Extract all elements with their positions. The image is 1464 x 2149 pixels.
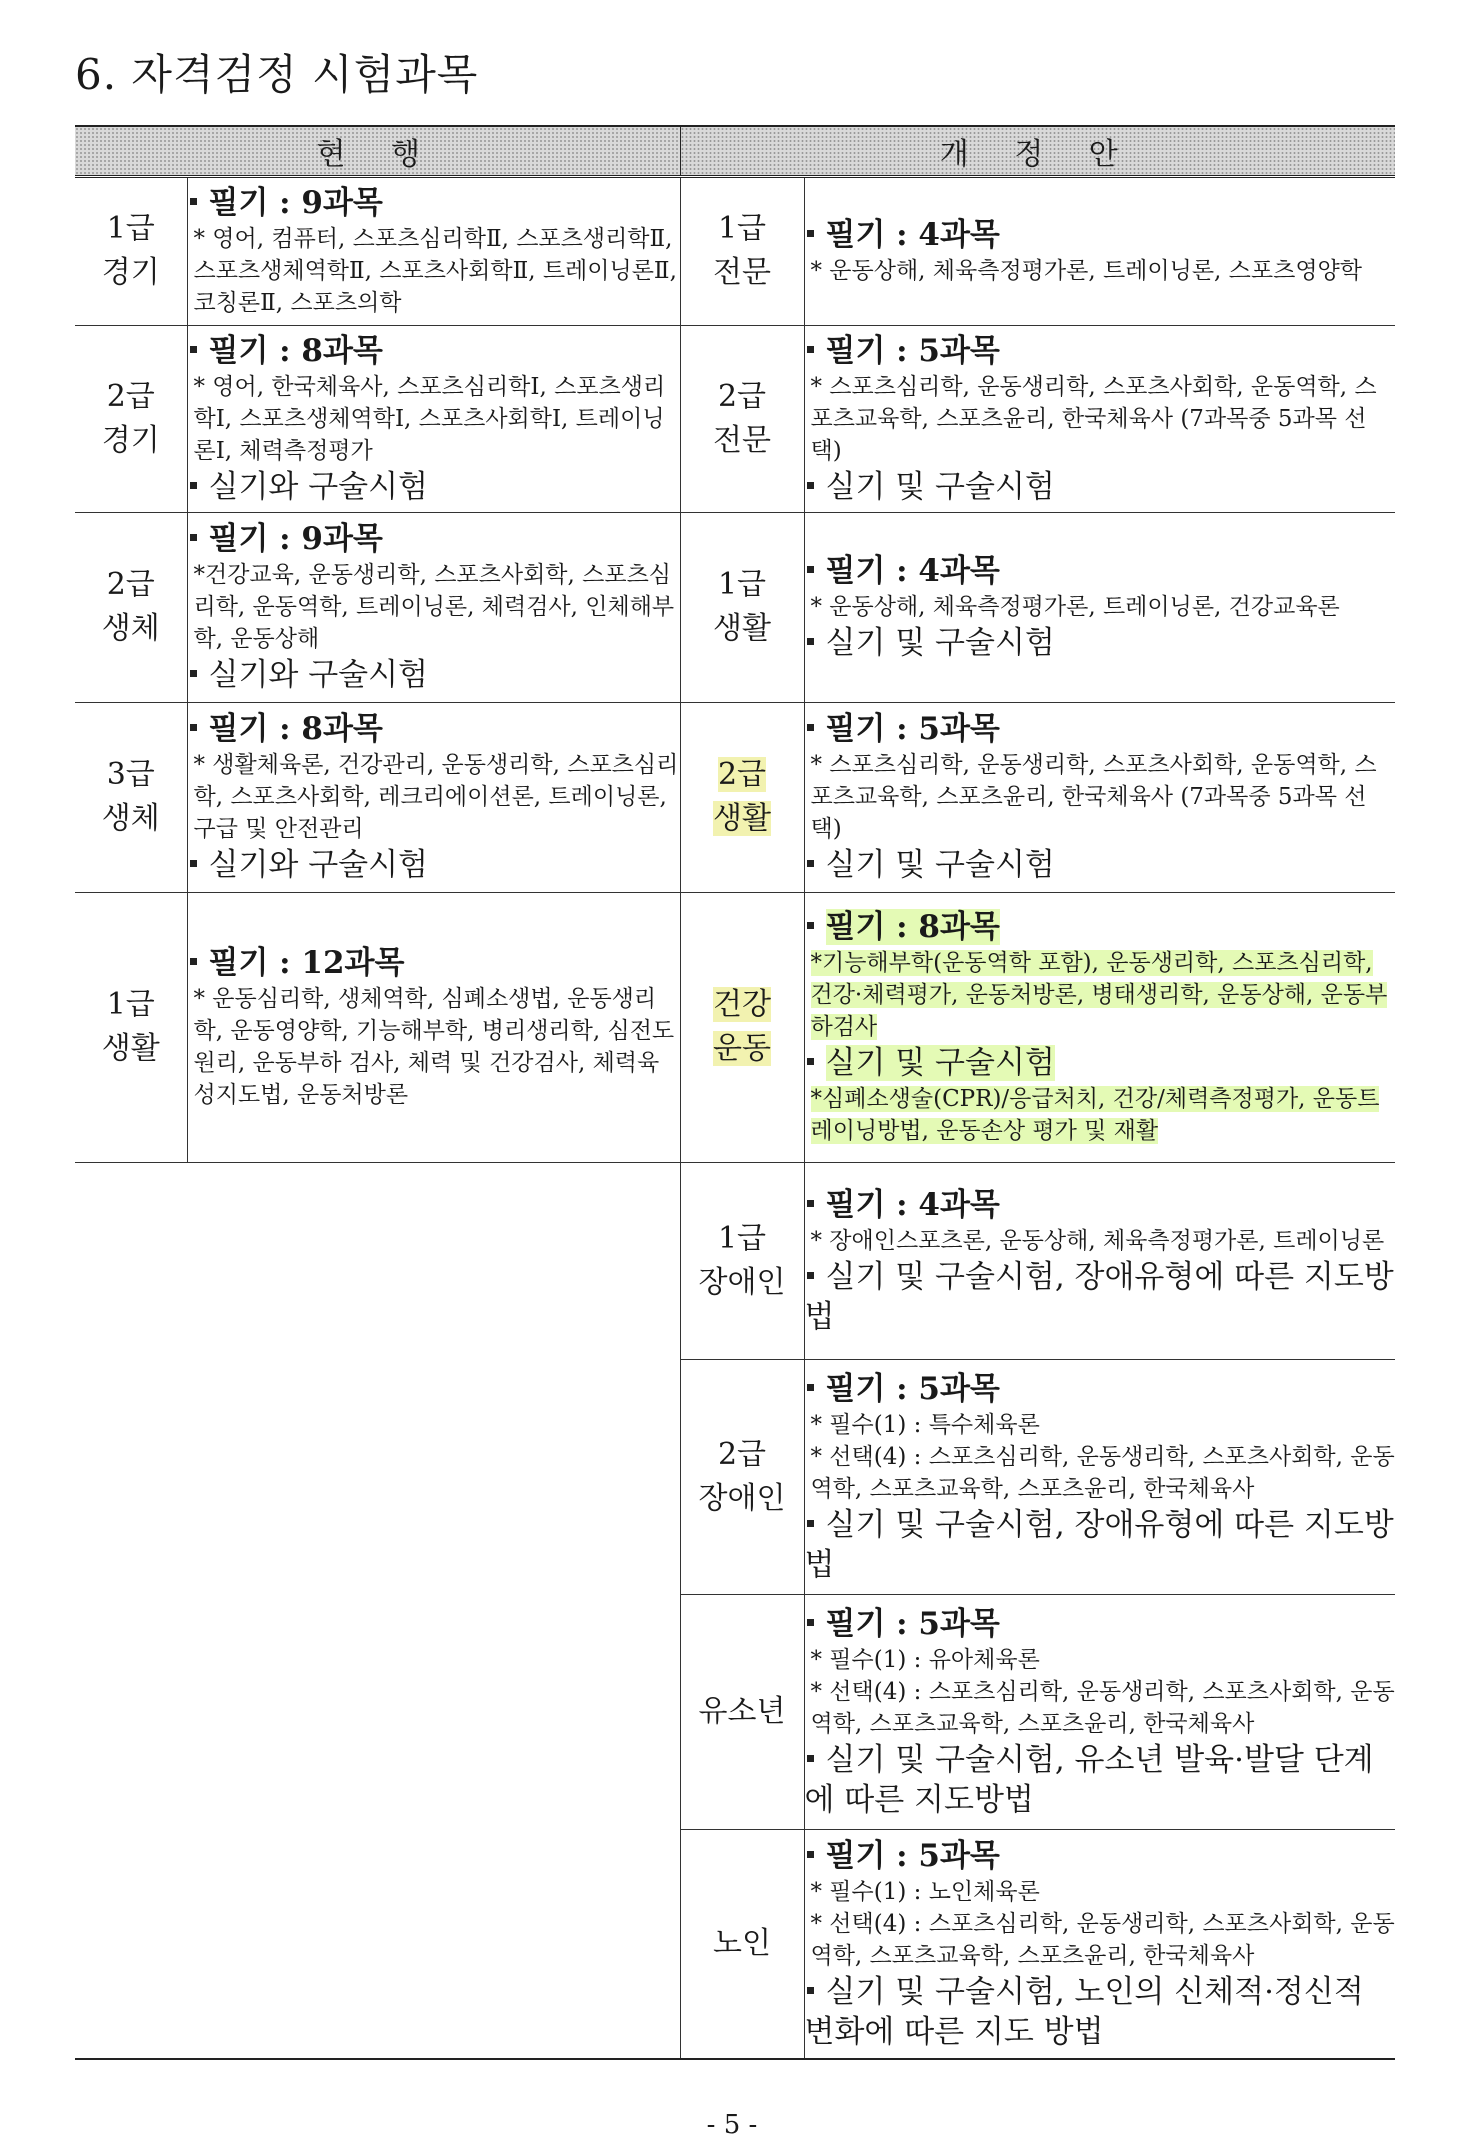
table-row	[75, 325, 1395, 512]
proposed-content	[804, 512, 1395, 702]
proposed-label: 1급 전문	[680, 176, 804, 325]
practical-detail: *심폐소생술(CPR)/응급처치, 건강/체력측정평가, 운동트레이닝방법, 운동손상 평가 및 재활	[810, 1086, 1380, 1144]
current-label: 1급 경기	[75, 176, 187, 325]
subject-list: *건강교육, 운동생리학, 스포츠사회학, 스포츠심리학, 운동역학, 트레이닝론, 체력검사, 인체해부학, 운동상해	[193, 562, 675, 652]
proposed-label: 1급 장애인	[680, 1162, 804, 1359]
written-count: 필기 : 4과목	[825, 1186, 1000, 1223]
practical-exam: 실기와 구술시험	[208, 468, 428, 505]
proposed-content	[804, 1829, 1395, 2059]
current-content	[187, 176, 680, 325]
proposed-content	[804, 702, 1395, 892]
elective-subjects: * 선택(4) : 스포츠심리학, 운동생리학, 스포츠사회학, 운동역학, 스포츠교육학, 스포츠윤리, 한국체육사	[810, 1678, 1395, 1737]
table-row	[75, 1162, 1395, 1359]
practical-exam: 실기 및 구술시험, 노인의 신체적·정신적 변화에 따른 지도 방법	[804, 1973, 1364, 2050]
proposed-content	[804, 1359, 1395, 1594]
required-subject: * 필수(1) : 유아체육론	[810, 1646, 1040, 1673]
subject-list: * 스포츠심리학, 운동생리학, 스포츠사회학, 운동역학, 스포츠교육학, 스포츠윤리, 한국체육사 (7과목중 5과목 선택)	[810, 752, 1377, 842]
written-count: 필기 : 8과목	[208, 711, 383, 747]
required-subject: * 필수(1) : 노인체육론	[810, 1878, 1040, 1905]
subject-list: * 스포츠심리학, 운동생리학, 스포츠사회학, 운동역학, 스포츠교육학, 스포츠윤리, 한국체육사 (7과목중 5과목 선택)	[810, 373, 1377, 464]
proposed-content	[804, 176, 1395, 325]
practical-exam: 실기 및 구술시험, 유소년 발육·발달 단계에 따른 지도방법	[804, 1741, 1374, 1818]
practical-exam: 실기와 구술시험	[208, 847, 428, 883]
practical-exam: 실기 및 구술시험, 장애유형에 따른 지도방법	[804, 1258, 1394, 1335]
subject-list: *기능해부학(운동역학 포함), 운동생리학, 스포츠심리학, 건강·체력평가, 운동처방론, 병태생리학, 운동상해, 운동부하검사	[810, 950, 1388, 1040]
proposed-content	[804, 325, 1395, 512]
page-number: - 5 -	[706, 2110, 758, 2140]
subject-list: * 영어, 한국체육사, 스포츠심리학Ⅰ, 스포츠생리학Ⅰ, 스포츠생체역학Ⅰ, 스포츠사회학Ⅰ, 트레이닝론Ⅰ, 체력측정평가	[193, 373, 666, 464]
written-count: 필기 : 9과목	[208, 521, 383, 557]
subject-list: * 장애인스포츠론, 운동상해, 체육측정평가론, 트레이닝론	[810, 1227, 1385, 1254]
required-subject: * 필수(1) : 특수체육론	[810, 1411, 1040, 1438]
written-count: 필기 : 12과목	[208, 945, 405, 981]
subject-list: * 운동상해, 체육측정평가론, 트레이닝론, 건강교육론	[810, 594, 1340, 620]
practical-exam: 실기 및 구술시험	[825, 847, 1055, 883]
proposed-label: 2급 장애인	[680, 1359, 804, 1594]
subject-list: * 운동상해, 체육측정평가론, 트레이닝론, 스포츠영양학	[810, 258, 1362, 284]
written-count: 필기 : 9과목	[208, 185, 383, 221]
comparison-table	[75, 125, 1395, 2060]
current-content	[187, 512, 680, 702]
written-count: 필기 : 4과목	[825, 553, 1000, 589]
table-row	[75, 892, 1395, 1162]
header-current: 현 행	[75, 126, 680, 176]
practical-exam: 실기와 구술시험	[208, 657, 428, 693]
written-count: 필기 : 5과목	[825, 1370, 1000, 1407]
proposed-label: 1급 생활	[680, 512, 804, 702]
proposed-label: 건강 운동	[680, 892, 804, 1162]
elective-subjects: * 선택(4) : 스포츠심리학, 운동생리학, 스포츠사회학, 운동역학, 스포츠교육학, 스포츠윤리, 한국체육사	[810, 1443, 1395, 1502]
proposed-label: 2급 전문	[680, 325, 804, 512]
proposed-label: 유소년	[680, 1594, 804, 1829]
practical-exam: 실기 및 구술시험	[825, 1045, 1055, 1081]
written-count: 필기 : 4과목	[825, 217, 1000, 253]
practical-exam: 실기 및 구술시험, 장애유형에 따른 지도방법	[804, 1506, 1394, 1583]
current-label: 2급 생체	[75, 512, 187, 702]
subject-list: * 영어, 컴퓨터, 스포츠심리학Ⅱ, 스포츠생리학Ⅱ, 스포츠생체역학Ⅱ, 스포츠사회학Ⅱ, 트레이닝론Ⅱ, 코칭론Ⅱ, 스포츠의학	[193, 226, 677, 316]
table-row	[75, 702, 1395, 892]
practical-exam: 실기 및 구술시험	[825, 468, 1055, 505]
table-row	[75, 176, 1395, 325]
page-title: 6. 자격검정 시험과목	[75, 50, 479, 99]
proposed-content	[804, 1162, 1395, 1359]
written-count: 필기 : 5과목	[825, 1605, 1000, 1642]
proposed-content	[804, 1594, 1395, 1829]
table-header-row	[75, 126, 1395, 176]
written-count: 필기 : 5과목	[825, 332, 1000, 369]
current-content	[187, 325, 680, 512]
current-content	[187, 702, 680, 892]
current-label: 3급 생체	[75, 702, 187, 892]
current-content	[187, 892, 680, 1162]
subject-list: * 운동심리학, 생체역학, 심폐소생법, 운동생리학, 운동영양학, 기능해부학, 병리생리학, 심전도원리, 운동부하 검사, 체력 및 건강검사, 체력육성지도법, 운동처방론	[193, 986, 675, 1108]
current-label: 2급 경기	[75, 325, 187, 512]
subject-list: * 생활체육론, 건강관리, 운동생리학, 스포츠심리학, 스포츠사회학, 레크리에이션론, 트레이닝론, 구급 및 안전관리	[193, 752, 679, 842]
written-count: 필기 : 5과목	[825, 711, 1000, 747]
proposed-label: 2급 생활	[680, 702, 804, 892]
practical-exam: 실기 및 구술시험	[825, 625, 1055, 661]
written-count: 필기 : 5과목	[825, 1837, 1000, 1874]
header-proposed: 개 정 안	[680, 126, 1395, 176]
proposed-content	[804, 892, 1395, 1162]
written-count: 필기 : 8과목	[825, 909, 1000, 945]
elective-subjects: * 선택(4) : 스포츠심리학, 운동생리학, 스포츠사회학, 운동역학, 스포츠교육학, 스포츠윤리, 한국체육사	[810, 1910, 1395, 1969]
proposed-label: 노인	[680, 1829, 804, 2059]
written-count: 필기 : 8과목	[208, 332, 383, 369]
empty-current-cell	[75, 1162, 680, 2059]
current-label: 1급 생활	[75, 892, 187, 1162]
table-row	[75, 512, 1395, 702]
